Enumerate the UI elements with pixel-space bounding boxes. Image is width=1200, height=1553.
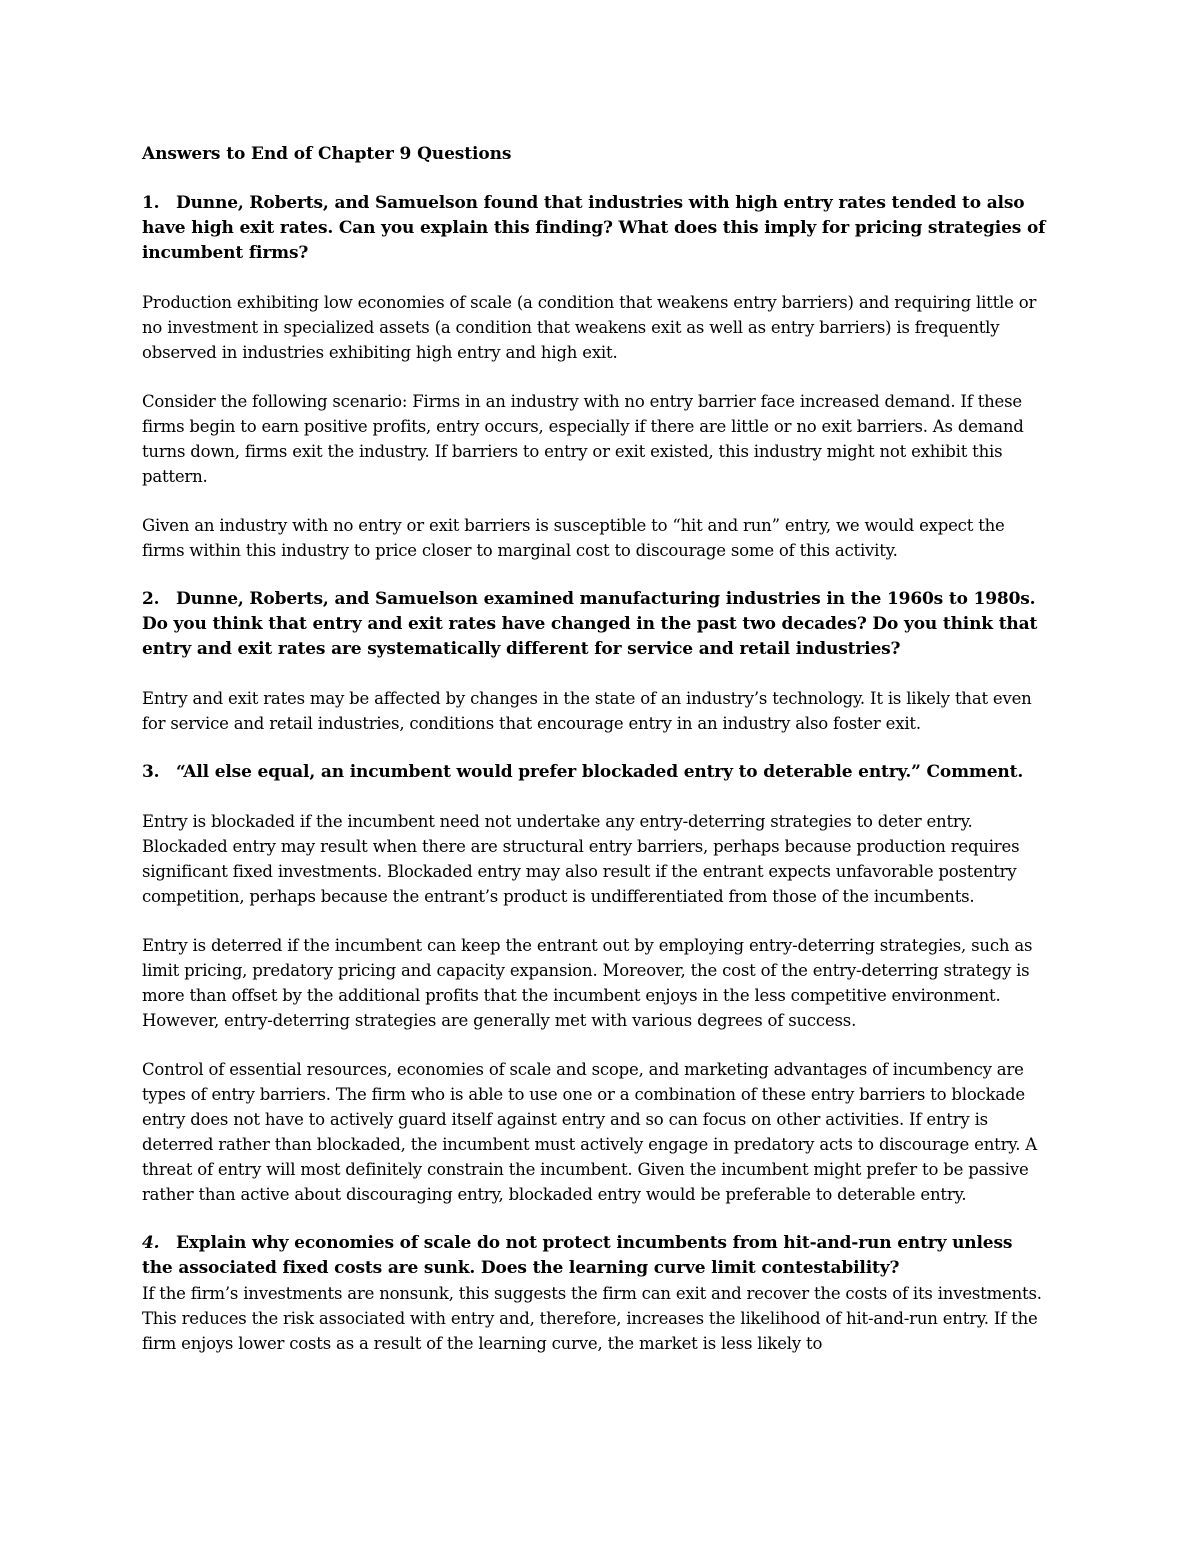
question-2-number: 2. — [142, 589, 160, 609]
question-1 — [142, 191, 1047, 266]
question-4-number: 4. — [142, 1233, 160, 1253]
answer-3-paragraph-3: Control of essential resources, economies of scale and scope, and marketing advantages of incumbency are types of entry barriers. The firm who is able to use one or a combination of these entry barriers to blockade entry does not have to actively guard itself against entry and so can focus on other activities. If entry is deterred rather than blockaded, the incumbent must actively engage in predatory acts to discourage entry. A threat of entry will most definitely constrain the incumbent. Given the incumbent might prefer to be passive rather than active about discouraging entry, blockaded entry would be preferable to deterable entry. — [142, 1060, 1038, 1204]
answer-1-paragraph-2: Consider the following scenario: Firms in an industry with no entry barrier face increased demand. If these firms begin to earn positive profits, entry occurs, especially if there are little or no exit barriers. As demand turns down, firms exit the industry. If barriers to entry or exit existed, this industry might not exhibit this pattern. — [142, 392, 1024, 486]
answer-3-paragraph-2: Entry is deterred if the incumbent can keep the entrant out by employing entry-deterring strategies, such as limit pricing, predatory pricing and capacity expansion. Moreover, the cost of the entry-deterring strategy is more than offset by the additional profits that the incumbent enjoys in the less competitive environment. However, entry-deterring strategies are generally met with various degrees of success. — [142, 936, 1033, 1030]
question-4-text: Explain why economies of scale do not protect incumbents from hit-and-run entry unless the associated fixed costs are sunk. Does the learning curve limit contestability? — [142, 1233, 1013, 1278]
question-2-text: Dunne, Roberts, and Samuelson examined manufacturing industries in the 1960s to 1980s. Do you think that entry and exit rates have changed in the past two decades? Do you think that entry and exit rates are systematically different for service and retail industries? — [142, 589, 1038, 659]
answer-4-paragraph-1: If the firm’s investments are nonsunk, this suggests the firm can exit and recover the costs of its investments. This reduces the risk associated with entry and, therefore, increases the likelihood of hit-and-run entry. If the firm enjoys lower costs as a result of the learning curve, the market is less likely to — [142, 1284, 1042, 1353]
document-title: Answers to End of Chapter 9 Questions — [142, 144, 512, 164]
answer-2-paragraph-1: Entry and exit rates may be affected by changes in the state of an industry’s technology. It is likely that even for service and retail industries, conditions that encourage entry in an industry also foster exit. — [142, 689, 1032, 733]
document-page — [142, 142, 1047, 1356]
answer-1-paragraph-1: Production exhibiting low economies of scale (a condition that weakens entry barriers) and requiring little or no investment in specialized assets (a condition that weakens exit as well as entry barriers) is frequently observed in industries exhibiting high entry and high exit. — [142, 293, 1037, 362]
question-2 — [142, 587, 1047, 662]
question-3 — [142, 760, 1047, 785]
question-3-number: 3. — [142, 762, 160, 782]
answer-3-paragraph-1: Entry is blockaded if the incumbent need not undertake any entry-deterring strategies to deter entry. Blockaded entry may result when there are structural entry barriers, perhaps because production requires significant fixed investments. Blockaded entry may also result if the entrant expects unfavorable postentry competition, perhaps because the entrant’s product is undifferentiated from those of the incumbents. — [142, 812, 1020, 906]
question-4 — [142, 1231, 1047, 1281]
question-1-text: Dunne, Roberts, and Samuelson found that industries with high entry rates tended to also have high exit rates. Can you explain this finding? What does this imply for pricing strategies of incumbent firms? — [142, 193, 1046, 263]
question-3-text: “All else equal, an incumbent would prefer blockaded entry to deterable entry.” Comment. — [176, 762, 1024, 782]
question-1-number: 1. — [142, 193, 160, 213]
answer-1-paragraph-3: Given an industry with no entry or exit barriers is susceptible to “hit and run” entry, we would expect the firms within this industry to price closer to marginal cost to discourage some of this activity. — [142, 516, 1005, 560]
